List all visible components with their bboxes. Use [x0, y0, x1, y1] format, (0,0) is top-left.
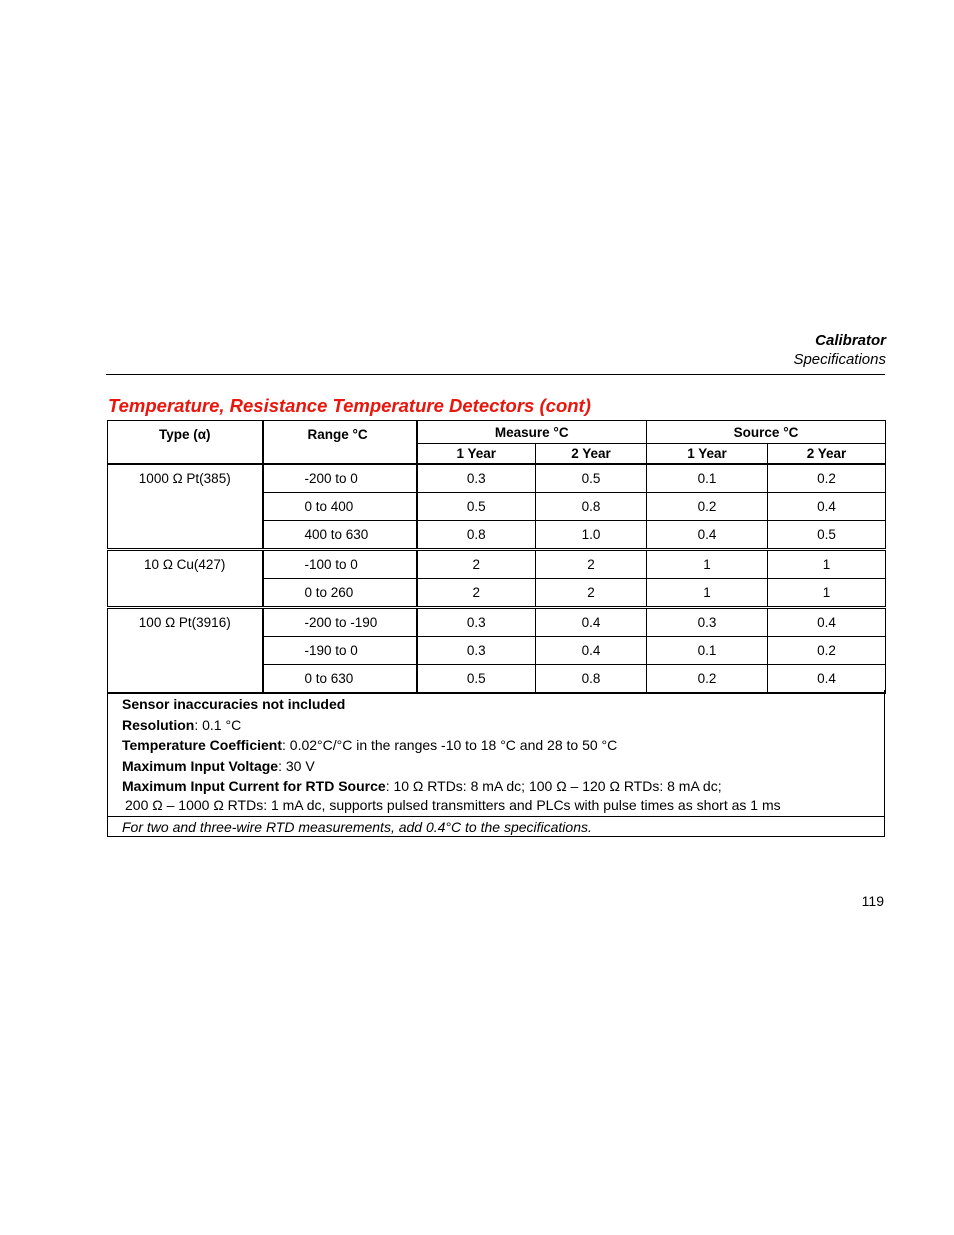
- max-current-line: [122, 776, 884, 797]
- table-row: [108, 464, 886, 493]
- notes-body: [108, 690, 884, 816]
- max-voltage-line: [122, 756, 884, 777]
- header-source-1-year: 1 Year: [647, 444, 768, 465]
- measure-1yr-cell: 2: [417, 550, 536, 579]
- sensor-note: Sensor inaccuracies not included: [122, 696, 346, 712]
- source-2yr-cell: 0.4: [768, 665, 886, 694]
- measure-1yr-cell: 0.8: [417, 521, 536, 550]
- measure-1yr-cell: 2: [417, 579, 536, 608]
- source-2yr-cell: 1: [768, 579, 886, 608]
- header-measure-2-year: 2 Year: [536, 444, 647, 465]
- measure-2yr-cell: 0.8: [536, 493, 647, 521]
- max-current-continuation: 200 Ω – 1000 Ω RTDs: 1 mA dc, supports pulsed transmitters and PLCs with pulse times as short as 1 ms: [125, 796, 781, 813]
- resolution-label: Resolution: [122, 716, 195, 733]
- source-2yr-cell: 0.4: [768, 493, 886, 521]
- source-2yr-cell: 1: [768, 550, 886, 579]
- max-current-label: Maximum Input Current for RTD Source: [122, 778, 386, 794]
- measure-2yr-cell: 2: [536, 579, 647, 608]
- measure-1yr-cell: 0.5: [417, 493, 536, 521]
- rtd-spec-table: [107, 420, 886, 694]
- source-1yr-cell: 1: [647, 579, 768, 608]
- header-source-2-year: 2 Year: [768, 444, 886, 465]
- page-number: 119: [861, 893, 884, 909]
- header-measure-1-year: 1 Year: [417, 444, 536, 465]
- header-type: Type (α): [108, 421, 263, 465]
- header-source: Source °C: [647, 421, 886, 444]
- source-1yr-cell: 0.2: [647, 665, 768, 694]
- measure-1yr-cell: 0.3: [417, 637, 536, 665]
- max-current-value: : 10 Ω RTDs: 8 mA dc; 100 Ω – 120 Ω RTDs: 8 mA dc;: [385, 778, 722, 794]
- resolution-line: [122, 715, 884, 736]
- measure-2yr-cell: 0.8: [536, 665, 647, 694]
- source-1yr-cell: 0.4: [647, 521, 768, 550]
- running-header-subtitle: Specifications: [793, 351, 886, 368]
- range-cell: -200 to 0: [263, 464, 417, 493]
- type-cell: 1000 Ω Pt(385): [108, 464, 263, 550]
- table-row: [108, 550, 886, 579]
- running-header: [793, 332, 886, 369]
- source-1yr-cell: 0.1: [647, 637, 768, 665]
- source-1yr-cell: 0.3: [647, 608, 768, 637]
- type-cell: 10 Ω Cu(427): [108, 550, 263, 608]
- header-rule: [106, 374, 885, 375]
- max-voltage-value: : 30 V: [278, 757, 315, 774]
- temp-coeff-line: [122, 735, 884, 756]
- max-voltage-label: Maximum Input Voltage: [122, 757, 279, 774]
- measure-2yr-cell: 0.5: [536, 464, 647, 493]
- running-header-title: Calibrator: [815, 332, 886, 349]
- source-2yr-cell: 0.2: [768, 464, 886, 493]
- range-cell: -200 to -190: [263, 608, 417, 637]
- header-range: Range °C: [263, 421, 417, 465]
- measure-2yr-cell: 2: [536, 550, 647, 579]
- measure-1yr-cell: 0.3: [417, 608, 536, 637]
- source-1yr-cell: 0.2: [647, 493, 768, 521]
- spec-notes: [107, 690, 885, 837]
- measure-2yr-cell: 0.4: [536, 608, 647, 637]
- range-cell: -100 to 0: [263, 550, 417, 579]
- range-cell: 0 to 400: [263, 493, 417, 521]
- type-cell: 100 Ω Pt(3916): [108, 608, 263, 694]
- temp-coeff-value: : 0.02°C/°C in the ranges -10 to 18 °C and 28 to 50 °C: [282, 737, 618, 753]
- resolution-value: : 0.1 °C: [194, 716, 242, 733]
- section-title: Temperature, Resistance Temperature Detectors (cont): [108, 395, 591, 416]
- footnote: For two and three-wire RTD measurements, add 0.4°C to the specifications.: [108, 816, 884, 836]
- source-2yr-cell: 0.5: [768, 521, 886, 550]
- range-cell: 400 to 630: [263, 521, 417, 550]
- source-2yr-cell: 0.2: [768, 637, 886, 665]
- source-1yr-cell: 0.1: [647, 464, 768, 493]
- temp-coeff-label: Temperature Coefficient: [122, 737, 282, 753]
- range-cell: 0 to 630: [263, 665, 417, 694]
- table-row: [108, 608, 886, 637]
- header-measure: Measure °C: [417, 421, 647, 444]
- range-cell: 0 to 260: [263, 579, 417, 608]
- source-1yr-cell: 1: [647, 550, 768, 579]
- range-cell: -190 to 0: [263, 637, 417, 665]
- measure-2yr-cell: 0.4: [536, 637, 647, 665]
- measure-2yr-cell: 1.0: [536, 521, 647, 550]
- measure-1yr-cell: 0.3: [417, 464, 536, 493]
- source-2yr-cell: 0.4: [768, 608, 886, 637]
- measure-1yr-cell: 0.5: [417, 665, 536, 694]
